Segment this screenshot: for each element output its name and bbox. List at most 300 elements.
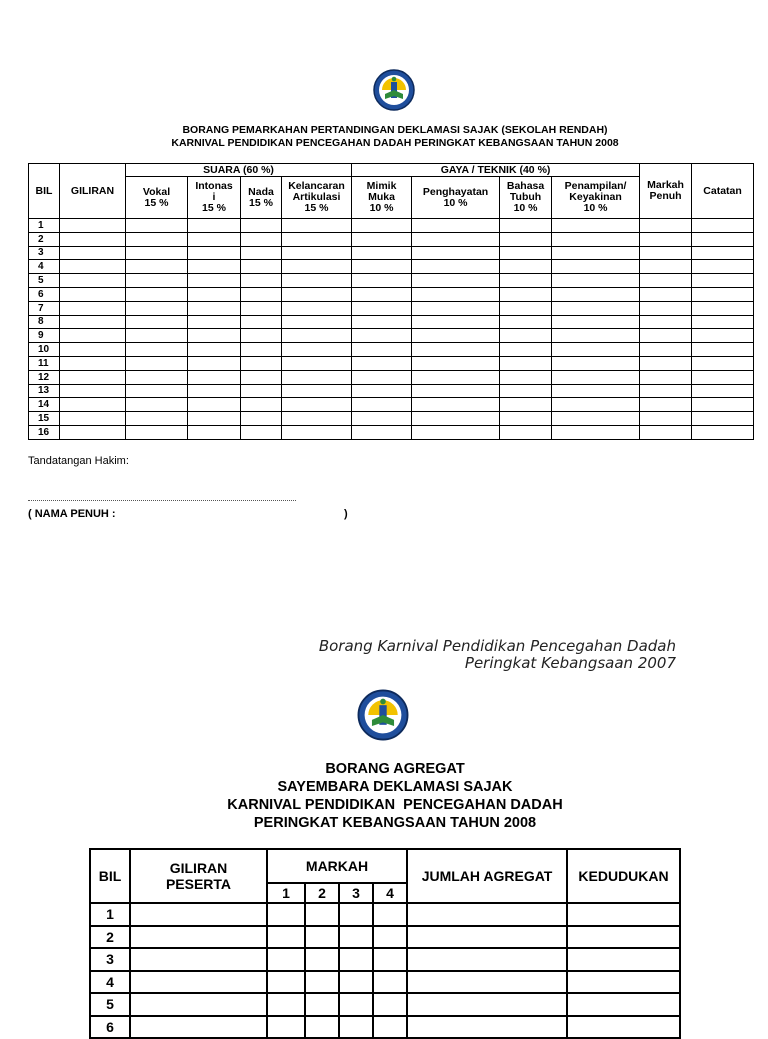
header-text: 10 %: [583, 202, 608, 214]
score-cell[interactable]: [412, 274, 500, 288]
col-catatan: Catatan: [692, 164, 754, 219]
score-cell[interactable]: [282, 274, 352, 288]
score-cell[interactable]: [692, 412, 754, 426]
score-cell[interactable]: [412, 260, 500, 274]
score-cell[interactable]: [412, 356, 500, 370]
score-cell[interactable]: [352, 370, 412, 384]
row-number: 6: [29, 287, 60, 301]
score-cell[interactable]: [241, 274, 282, 288]
row-number: 7: [29, 301, 60, 315]
score-cell[interactable]: [352, 246, 412, 260]
score-cell[interactable]: [352, 287, 412, 301]
aggregate-cell[interactable]: [339, 948, 373, 971]
score-cell[interactable]: [692, 287, 754, 301]
score-cell[interactable]: [552, 398, 640, 412]
score-cell[interactable]: [60, 232, 126, 246]
score-cell[interactable]: [412, 343, 500, 357]
signature-line[interactable]: [28, 500, 296, 501]
score-cell[interactable]: [60, 398, 126, 412]
score-cell[interactable]: [352, 412, 412, 426]
score-cell[interactable]: [241, 370, 282, 384]
col-giliran-peserta: [130, 849, 267, 903]
score-cell[interactable]: [126, 425, 188, 439]
header-text: Vokal: [142, 185, 171, 198]
score-cell[interactable]: [552, 356, 640, 370]
score-cell[interactable]: [352, 356, 412, 370]
score-cell[interactable]: [282, 287, 352, 301]
row-number: 4: [90, 971, 130, 994]
score-cell[interactable]: [692, 274, 754, 288]
score-cell[interactable]: [500, 219, 552, 233]
score-cell[interactable]: [188, 370, 241, 384]
score-cell[interactable]: [188, 356, 241, 370]
table-row: [90, 1016, 680, 1039]
col-kedudukan: KEDUDUKAN: [567, 849, 680, 903]
score-cell[interactable]: [282, 343, 352, 357]
table-row: [29, 329, 754, 343]
score-cell[interactable]: [60, 301, 126, 315]
aggregate-cell[interactable]: [567, 971, 680, 994]
score-cell[interactable]: [692, 246, 754, 260]
score-cell[interactable]: [241, 287, 282, 301]
table-row: [29, 232, 754, 246]
table-row: [29, 356, 754, 370]
score-cell[interactable]: [640, 301, 692, 315]
score-cell[interactable]: [282, 246, 352, 260]
row-number: 10: [29, 343, 60, 357]
score-cell[interactable]: [241, 412, 282, 426]
score-cell[interactable]: [188, 274, 241, 288]
aggregate-cell[interactable]: [305, 971, 339, 994]
score-cell[interactable]: [126, 246, 188, 260]
score-cell[interactable]: [126, 260, 188, 274]
aggregate-cell[interactable]: [267, 903, 305, 926]
score-cell[interactable]: [412, 384, 500, 398]
row-number: 2: [90, 926, 130, 949]
aggregate-cell[interactable]: [267, 948, 305, 971]
row-number: 14: [29, 398, 60, 412]
score-cell[interactable]: [60, 343, 126, 357]
score-cell[interactable]: [500, 232, 552, 246]
score-cell[interactable]: [552, 384, 640, 398]
score-cell[interactable]: [500, 412, 552, 426]
aggregate-cell[interactable]: [373, 993, 407, 1016]
row-number: 2: [29, 232, 60, 246]
score-cell[interactable]: [241, 315, 282, 329]
row-number: 5: [29, 274, 60, 288]
header-text: Kelancaran: [288, 180, 345, 192]
score-cell[interactable]: [60, 274, 126, 288]
score-cell[interactable]: [282, 398, 352, 412]
col-markah-2: 2: [305, 883, 339, 903]
header-text: Penampilan/: [564, 180, 627, 192]
table-row: [29, 219, 754, 233]
score-cell[interactable]: [282, 232, 352, 246]
header-text: GILIRAN: [169, 860, 228, 876]
aggregate-cell[interactable]: [567, 926, 680, 949]
row-number: 11: [29, 356, 60, 370]
aggregate-cell[interactable]: [407, 926, 567, 949]
col-markah-1: 1: [267, 883, 305, 903]
score-cell[interactable]: [188, 287, 241, 301]
row-number: 12: [29, 370, 60, 384]
score-cell[interactable]: [412, 232, 500, 246]
table-row: [90, 971, 680, 994]
score-cell[interactable]: [60, 246, 126, 260]
score-cell[interactable]: [282, 260, 352, 274]
table-row: [29, 260, 754, 274]
title-line: BORANG AGREGAT: [325, 761, 465, 777]
table-row: [29, 384, 754, 398]
header-text: Tubuh: [509, 191, 542, 203]
header-text: Intonas: [195, 180, 233, 192]
col-markah-3: 3: [339, 883, 373, 903]
aggregate-cell[interactable]: [305, 948, 339, 971]
score-cell[interactable]: [126, 356, 188, 370]
score-cell[interactable]: [412, 425, 500, 439]
score-cell[interactable]: [282, 315, 352, 329]
group-markah: MARKAH: [267, 849, 407, 883]
score-cell[interactable]: [640, 315, 692, 329]
aggregate-cell[interactable]: [130, 971, 267, 994]
score-cell[interactable]: [352, 425, 412, 439]
footer-line: Borang Karnival Pendidikan Pencegahan Dadah: [318, 637, 676, 655]
score-cell[interactable]: [282, 412, 352, 426]
ministry-emblem-icon: [372, 68, 416, 112]
score-cell[interactable]: [552, 343, 640, 357]
aggregate-form-title: [0, 760, 768, 832]
score-cell[interactable]: [640, 384, 692, 398]
score-cell[interactable]: [412, 301, 500, 315]
aggregate-table: [89, 848, 681, 1039]
score-cell[interactable]: [412, 246, 500, 260]
form-footer-note: [319, 638, 676, 672]
header-text: Keyakinan: [569, 191, 622, 203]
score-cell[interactable]: [352, 384, 412, 398]
score-cell[interactable]: [188, 425, 241, 439]
score-cell[interactable]: [500, 246, 552, 260]
aggregate-cell[interactable]: [339, 926, 373, 949]
aggregate-cell[interactable]: [130, 993, 267, 1016]
score-cell[interactable]: [241, 329, 282, 343]
col-penghayatan: [412, 177, 500, 219]
col-kelancaran: [282, 177, 352, 219]
score-cell[interactable]: [241, 398, 282, 412]
score-cell[interactable]: [352, 260, 412, 274]
row-number: 9: [29, 329, 60, 343]
row-number: 6: [90, 1016, 130, 1039]
score-cell[interactable]: [282, 219, 352, 233]
table-row: [29, 301, 754, 315]
score-cell[interactable]: [352, 301, 412, 315]
score-cell[interactable]: [241, 343, 282, 357]
aggregate-cell[interactable]: [339, 993, 373, 1016]
score-cell[interactable]: [352, 219, 412, 233]
aggregate-cell[interactable]: [373, 926, 407, 949]
score-cell[interactable]: [500, 329, 552, 343]
score-cell[interactable]: [352, 315, 412, 329]
score-cell[interactable]: [640, 274, 692, 288]
score-cell[interactable]: [500, 274, 552, 288]
score-cell[interactable]: [188, 232, 241, 246]
score-cell[interactable]: [692, 370, 754, 384]
score-cell[interactable]: [241, 384, 282, 398]
score-cell[interactable]: [552, 425, 640, 439]
score-cell[interactable]: [126, 301, 188, 315]
score-cell[interactable]: [126, 412, 188, 426]
score-cell[interactable]: [352, 232, 412, 246]
aggregate-cell[interactable]: [130, 948, 267, 971]
aggregate-cell[interactable]: [339, 1016, 373, 1039]
score-cell[interactable]: [126, 274, 188, 288]
aggregate-cell[interactable]: [267, 1016, 305, 1039]
score-cell[interactable]: [282, 425, 352, 439]
score-cell[interactable]: [640, 398, 692, 412]
aggregate-cell[interactable]: [567, 1016, 680, 1039]
aggregate-cell[interactable]: [305, 926, 339, 949]
score-cell[interactable]: [500, 287, 552, 301]
score-cell[interactable]: [241, 246, 282, 260]
score-cell[interactable]: [640, 412, 692, 426]
score-cell[interactable]: [552, 301, 640, 315]
score-cell[interactable]: [241, 260, 282, 274]
score-cell[interactable]: [412, 412, 500, 426]
aggregate-cell[interactable]: [407, 948, 567, 971]
score-cell[interactable]: [60, 370, 126, 384]
score-cell[interactable]: [188, 329, 241, 343]
score-cell[interactable]: [126, 329, 188, 343]
header-text: 15 %: [202, 202, 226, 214]
aggregate-cell[interactable]: [407, 1016, 567, 1039]
title-line: SAYEMBARA DEKLAMASI SAJAK: [277, 779, 513, 795]
aggregate-cell[interactable]: [267, 971, 305, 994]
score-cell[interactable]: [412, 219, 500, 233]
score-cell[interactable]: [352, 329, 412, 343]
aggregate-cell[interactable]: [267, 926, 305, 949]
full-name-close: ): [344, 508, 348, 520]
score-cell[interactable]: [282, 384, 352, 398]
header-text: Penuh: [649, 190, 682, 202]
score-cell[interactable]: [552, 260, 640, 274]
header-text: 10 %: [443, 196, 468, 209]
score-cell[interactable]: [692, 315, 754, 329]
score-cell[interactable]: [640, 287, 692, 301]
score-cell[interactable]: [60, 287, 126, 301]
score-cell[interactable]: [500, 343, 552, 357]
score-cell[interactable]: [552, 274, 640, 288]
score-cell[interactable]: [552, 315, 640, 329]
score-cell[interactable]: [188, 219, 241, 233]
scoring-form-title: [0, 124, 768, 150]
score-cell[interactable]: [60, 329, 126, 343]
score-cell[interactable]: [640, 260, 692, 274]
header-text: Mimik: [366, 180, 397, 192]
scoring-table: [28, 163, 754, 440]
score-cell[interactable]: [126, 315, 188, 329]
score-cell[interactable]: [188, 398, 241, 412]
score-cell[interactable]: [692, 219, 754, 233]
score-cell[interactable]: [692, 384, 754, 398]
aggregate-cell[interactable]: [407, 993, 567, 1016]
score-cell[interactable]: [241, 425, 282, 439]
aggregate-cell[interactable]: [130, 1016, 267, 1039]
col-giliran: GILIRAN: [60, 164, 126, 219]
score-cell[interactable]: [412, 329, 500, 343]
score-cell[interactable]: [552, 412, 640, 426]
aggregate-cell[interactable]: [305, 993, 339, 1016]
score-cell[interactable]: [126, 370, 188, 384]
score-cell[interactable]: [640, 425, 692, 439]
score-cell[interactable]: [126, 219, 188, 233]
score-cell[interactable]: [282, 370, 352, 384]
header-text: Artikulasi: [292, 191, 341, 203]
score-cell[interactable]: [500, 301, 552, 315]
score-cell[interactable]: [552, 219, 640, 233]
score-cell[interactable]: [412, 287, 500, 301]
score-cell[interactable]: [692, 301, 754, 315]
score-cell[interactable]: [692, 329, 754, 343]
table-row: [29, 425, 754, 439]
aggregate-cell[interactable]: [567, 993, 680, 1016]
aggregate-cell[interactable]: [373, 948, 407, 971]
score-cell[interactable]: [352, 274, 412, 288]
aggregate-cell[interactable]: [567, 948, 680, 971]
score-cell[interactable]: [500, 260, 552, 274]
score-cell[interactable]: [500, 356, 552, 370]
col-nada: [241, 177, 282, 219]
score-cell[interactable]: [552, 329, 640, 343]
row-number: 13: [29, 384, 60, 398]
score-cell[interactable]: [640, 343, 692, 357]
score-cell[interactable]: [640, 219, 692, 233]
score-cell[interactable]: [500, 398, 552, 412]
aggregate-cell[interactable]: [373, 903, 407, 926]
score-cell[interactable]: [241, 219, 282, 233]
score-cell[interactable]: [126, 232, 188, 246]
row-number: 1: [90, 903, 130, 926]
table-row: [29, 370, 754, 384]
row-number: 8: [29, 315, 60, 329]
score-cell[interactable]: [640, 356, 692, 370]
score-cell[interactable]: [60, 412, 126, 426]
table-row: [29, 274, 754, 288]
score-cell[interactable]: [692, 425, 754, 439]
table-row: [29, 412, 754, 426]
score-cell[interactable]: [188, 260, 241, 274]
score-cell[interactable]: [692, 356, 754, 370]
header-text: Markah: [647, 179, 684, 191]
header-text: 15 %: [249, 196, 273, 209]
score-cell[interactable]: [500, 384, 552, 398]
score-cell[interactable]: [60, 315, 126, 329]
score-cell[interactable]: [640, 329, 692, 343]
score-cell[interactable]: [640, 246, 692, 260]
score-cell[interactable]: [412, 398, 500, 412]
aggregate-cell[interactable]: [267, 993, 305, 1016]
score-cell[interactable]: [241, 301, 282, 315]
score-cell[interactable]: [282, 356, 352, 370]
header-text: 15 %: [144, 196, 169, 209]
score-cell[interactable]: [692, 232, 754, 246]
score-cell[interactable]: [188, 301, 241, 315]
score-cell[interactable]: [692, 398, 754, 412]
score-cell[interactable]: [126, 398, 188, 412]
score-cell[interactable]: [412, 315, 500, 329]
score-cell[interactable]: [282, 301, 352, 315]
header-text: i: [212, 191, 216, 203]
col-mimik: [352, 177, 412, 219]
score-cell[interactable]: [60, 356, 126, 370]
col-jumlah-agregat: JUMLAH AGREGAT: [407, 849, 567, 903]
score-cell[interactable]: [552, 246, 640, 260]
score-cell[interactable]: [60, 425, 126, 439]
aggregate-cell[interactable]: [373, 1016, 407, 1039]
aggregate-cell[interactable]: [373, 971, 407, 994]
col-markah-4: 4: [373, 883, 407, 903]
aggregate-cell[interactable]: [339, 971, 373, 994]
score-cell[interactable]: [692, 343, 754, 357]
score-cell[interactable]: [188, 343, 241, 357]
score-cell[interactable]: [552, 287, 640, 301]
score-cell[interactable]: [126, 287, 188, 301]
aggregate-cell[interactable]: [305, 1016, 339, 1039]
score-cell[interactable]: [241, 232, 282, 246]
aggregate-cell[interactable]: [130, 926, 267, 949]
group-suara: SUARA (60 %): [126, 164, 352, 177]
table-row: [90, 926, 680, 949]
row-number: 1: [29, 219, 60, 233]
score-cell[interactable]: [188, 246, 241, 260]
score-cell[interactable]: [352, 398, 412, 412]
aggregate-cell[interactable]: [567, 903, 680, 926]
score-cell[interactable]: [640, 232, 692, 246]
aggregate-cell[interactable]: [130, 903, 267, 926]
score-cell[interactable]: [552, 232, 640, 246]
score-cell[interactable]: [60, 260, 126, 274]
score-cell[interactable]: [500, 370, 552, 384]
score-cell[interactable]: [352, 343, 412, 357]
score-cell[interactable]: [500, 425, 552, 439]
aggregate-cell[interactable]: [407, 903, 567, 926]
title-line: KARNIVAL PENDIDIKAN PENCEGAHAN DADAH: [227, 797, 563, 813]
score-cell[interactable]: [188, 315, 241, 329]
footer-line: Peringkat Kebangsaan 2007: [464, 654, 676, 672]
header-text: 10 %: [369, 202, 394, 214]
score-cell[interactable]: [282, 329, 352, 343]
score-cell[interactable]: [188, 412, 241, 426]
ministry-logo: [356, 688, 410, 742]
score-cell[interactable]: [126, 343, 188, 357]
score-cell[interactable]: [126, 384, 188, 398]
score-cell[interactable]: [640, 370, 692, 384]
score-cell[interactable]: [692, 260, 754, 274]
score-cell[interactable]: [60, 384, 126, 398]
score-cell[interactable]: [552, 370, 640, 384]
score-cell[interactable]: [241, 356, 282, 370]
score-cell[interactable]: [500, 315, 552, 329]
table-row: [90, 948, 680, 971]
ministry-logo: [372, 68, 416, 112]
score-cell[interactable]: [60, 219, 126, 233]
header-text: PESERTA: [165, 876, 232, 892]
header-text: Nada: [248, 185, 274, 198]
aggregate-cell[interactable]: [407, 971, 567, 994]
full-name-label: ( NAMA PENUH :: [28, 508, 116, 520]
score-cell[interactable]: [412, 370, 500, 384]
score-cell[interactable]: [188, 384, 241, 398]
aggregate-cell[interactable]: [339, 903, 373, 926]
aggregate-cell[interactable]: [305, 903, 339, 926]
